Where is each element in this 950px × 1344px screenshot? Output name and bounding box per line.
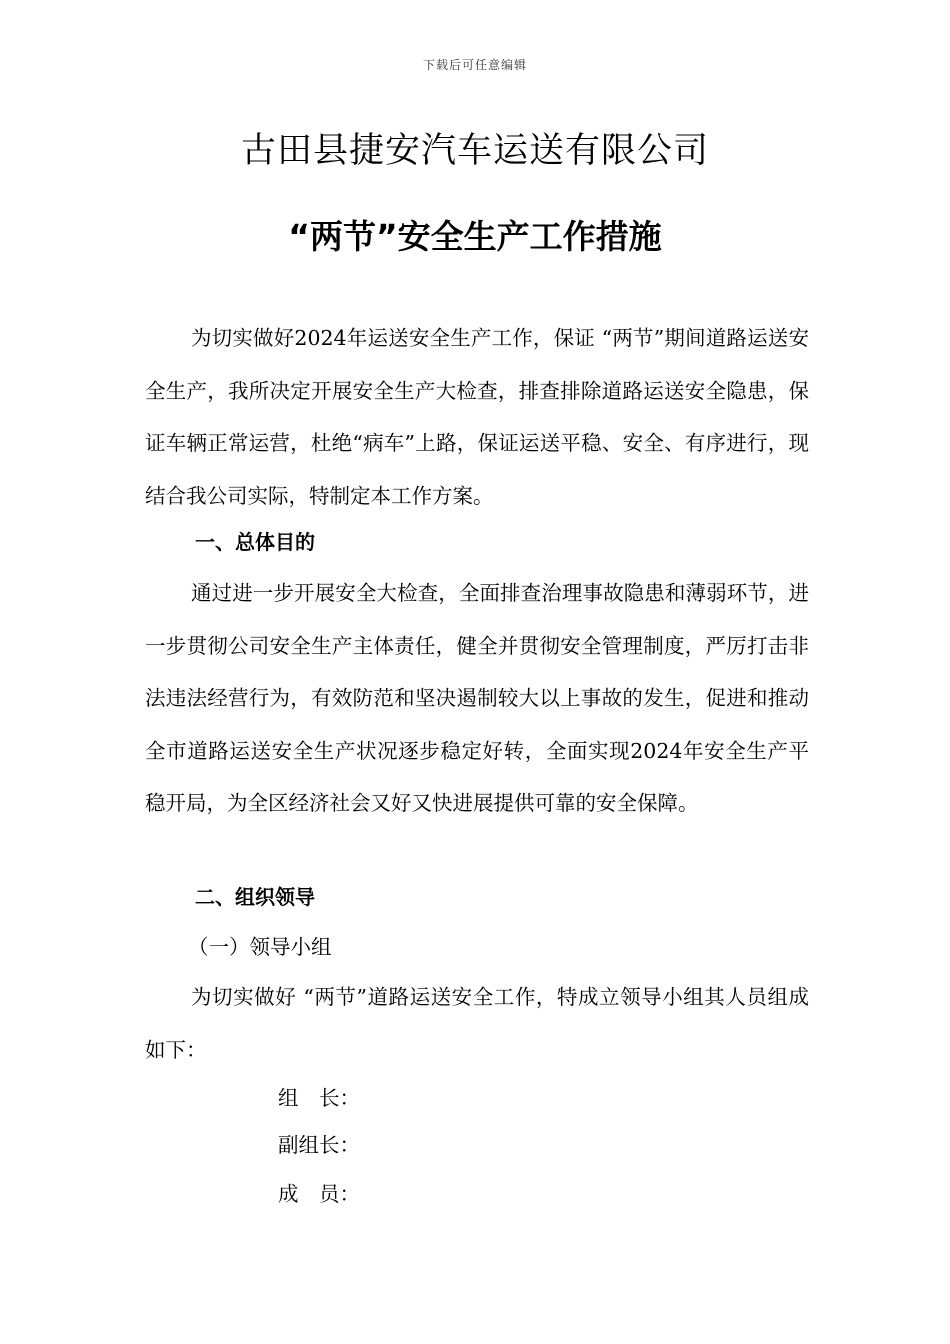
section-heading-overall-goal: 一、总体目的 bbox=[195, 530, 315, 554]
role-leader: 组 长： bbox=[278, 1086, 360, 1110]
intro-paragraph: 为切实做好2024年运送安全生产工作，保证 “两节”期间道路运送安全生产，我所决定开展安全生产大检查，排查排除道路运送安全隐患，保证车辆正常运营，杜绝“病车”上路，保证运送平稳、安全、有序进行，现结合我公司实际，特制定本工作方案。 bbox=[145, 326, 809, 508]
measures-title: “两节”安全生产工作措施 bbox=[288, 217, 662, 256]
leadership-group-paragraph: 为切实做好 “两节”道路运送安全工作，特成立领导小组其人员组成如下： bbox=[145, 985, 809, 1062]
overall-goal-paragraph: 通过进一步开展安全大检查，全面排查治理事故隐患和薄弱环节，进一步贯彻公司安全生产主体责任，健全并贯彻安全管理制度，严厉打击非法违法经营行为，有效防范和坚决遏制较大以上事故的发生，促进和推动全市道路运送安全生产状况逐步稳定好转，全面实现2024年安全生产平稳开局，为全区经济社会又好又快进展提供可靠的安全保障。 bbox=[145, 581, 809, 816]
sub-heading-leadership-group: （一）领导小组 bbox=[188, 935, 332, 959]
section-heading-organization: 二、组织领导 bbox=[195, 885, 315, 909]
header-note: 下载后可任意编辑 bbox=[422, 58, 527, 72]
company-title: 古田县捷安汽车运送有限公司 bbox=[240, 131, 709, 171]
role-deputy-leader: 副组长： bbox=[278, 1133, 360, 1157]
role-members: 成 员： bbox=[278, 1182, 360, 1206]
